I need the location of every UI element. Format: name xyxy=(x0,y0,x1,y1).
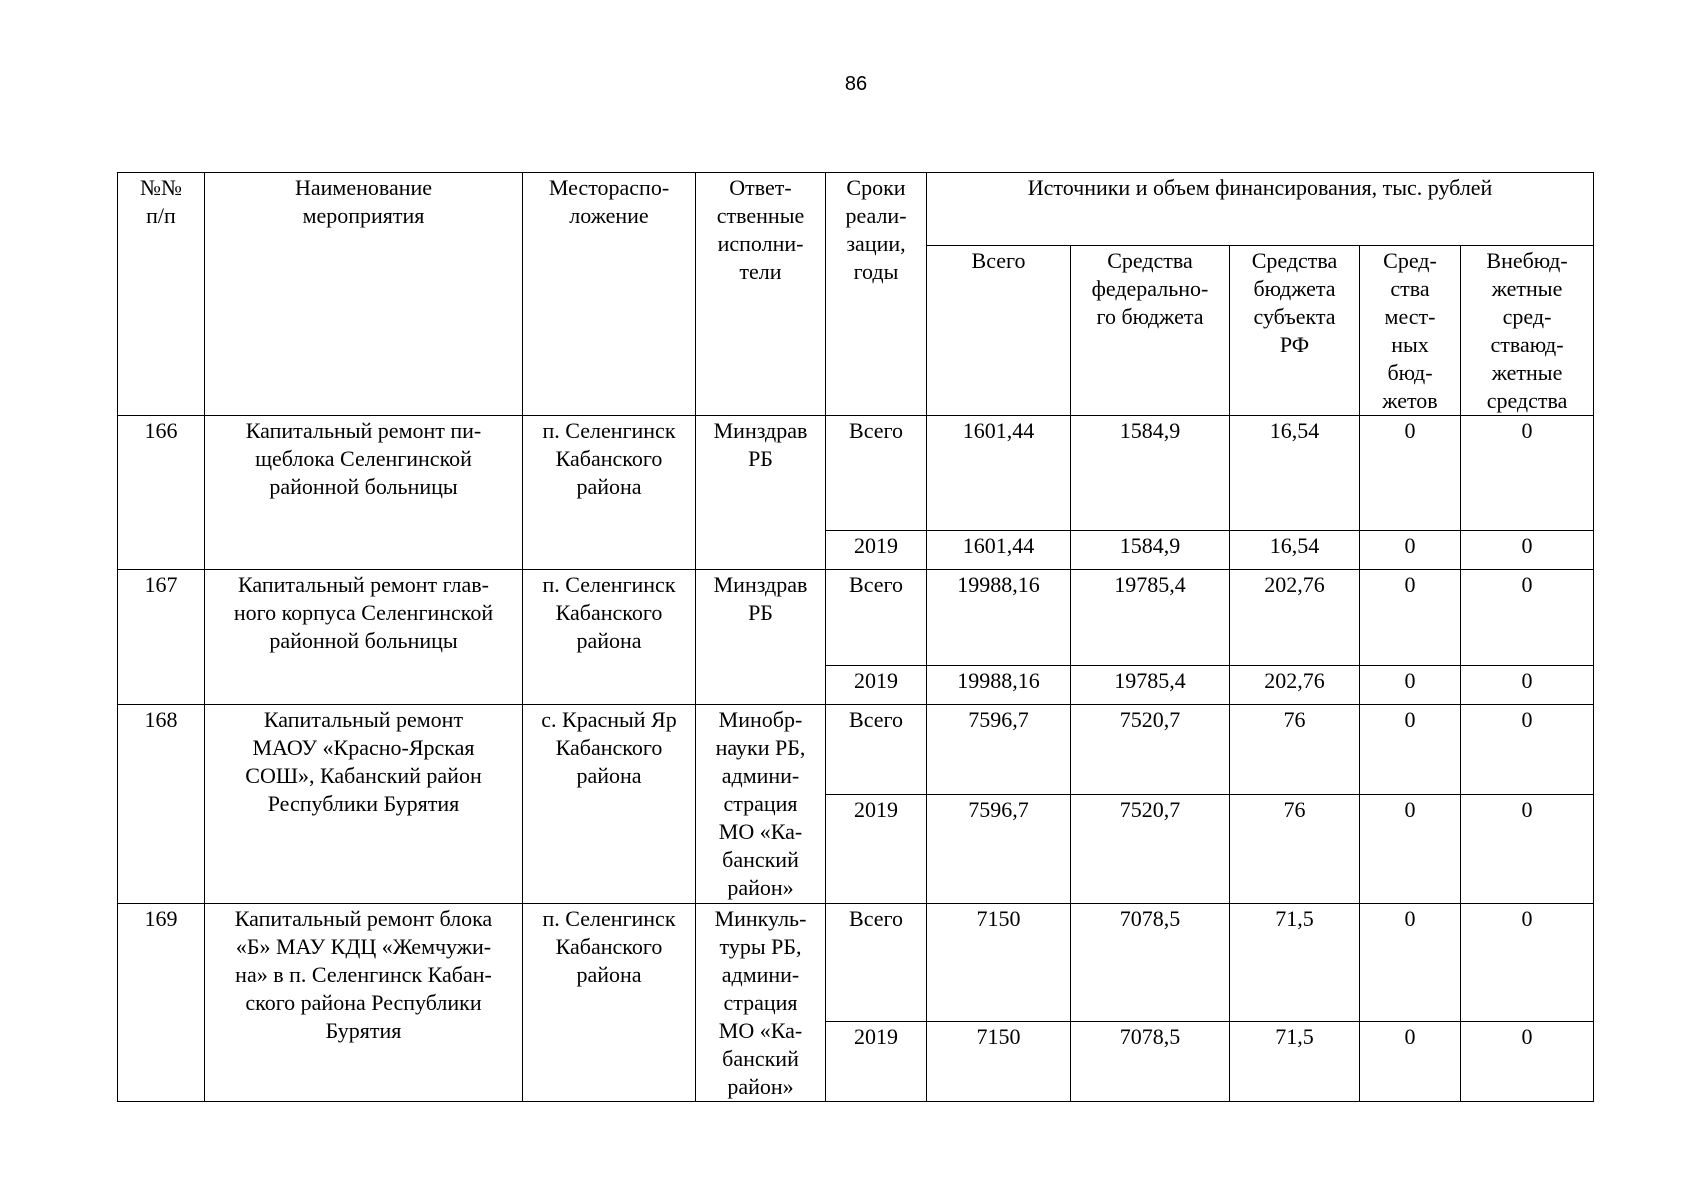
cell-location: с. Красный Яр Кабанского района xyxy=(523,705,696,904)
header-executors: Ответ- ственные исполни- тели xyxy=(696,173,826,416)
header-location: Месторaспо- ложение xyxy=(523,173,696,416)
cell-location: п. Селенгинск Кабанского района xyxy=(523,416,696,570)
cell-local: 0 xyxy=(1360,416,1461,531)
cell-period: Всего xyxy=(826,570,927,666)
table-header xyxy=(118,173,1594,416)
financing-table xyxy=(117,172,1594,1102)
cell-executors: Минздрав РБ xyxy=(696,570,826,705)
cell-local: 0 xyxy=(1360,904,1461,1022)
cell-federal: 19785,4 xyxy=(1071,570,1230,666)
header-subject: Средства бюджета субъекта РФ xyxy=(1230,246,1360,416)
cell-total: 7596,7 xyxy=(927,705,1071,795)
cell-extra: 0 xyxy=(1461,666,1594,705)
cell-executors: Минздрав РБ xyxy=(696,416,826,570)
cell-federal: 19785,4 xyxy=(1071,666,1230,705)
cell-subject: 16,54 xyxy=(1230,531,1360,570)
cell-executors: Минобр- науки РБ, админи- страция МО «Ка- банский район» xyxy=(696,705,826,904)
header-federal: Средства федерально- го бюджета xyxy=(1071,246,1230,416)
cell-extra: 0 xyxy=(1461,705,1594,795)
cell-period: 2019 xyxy=(826,795,927,904)
cell-extra: 0 xyxy=(1461,531,1594,570)
cell-local: 0 xyxy=(1360,666,1461,705)
header-name: Наименование мероприятия xyxy=(205,173,523,416)
cell-num: 166 xyxy=(118,416,205,570)
cell-federal: 7520,7 xyxy=(1071,705,1230,795)
header-sources: Источники и объем финансирования, тыс. рублей xyxy=(927,173,1594,246)
cell-extra: 0 xyxy=(1461,795,1594,904)
cell-name: Капитальный ремонт блока «Б» МАУ КДЦ «Жемчужи- на» в п. Селенгинск Кабан- ского района Республики Бурятия xyxy=(205,904,523,1102)
cell-name: Капитальный ремонт МАОУ «Красно-Ярская СОШ», Кабанский район Республики Бурятия xyxy=(205,705,523,904)
cell-total: 1601,44 xyxy=(927,531,1071,570)
cell-period: Всего xyxy=(826,705,927,795)
cell-period: Всего xyxy=(826,904,927,1022)
cell-subject: 71,5 xyxy=(1230,904,1360,1022)
cell-federal: 7078,5 xyxy=(1071,904,1230,1022)
cell-subject: 202,76 xyxy=(1230,570,1360,666)
cell-period: 2019 xyxy=(826,531,927,570)
cell-period: 2019 xyxy=(826,666,927,705)
table-row xyxy=(118,904,1594,1022)
cell-num: 168 xyxy=(118,705,205,904)
cell-num: 167 xyxy=(118,570,205,705)
cell-period: 2019 xyxy=(826,1022,927,1102)
cell-subject: 202,76 xyxy=(1230,666,1360,705)
cell-subject: 16,54 xyxy=(1230,416,1360,531)
cell-total: 7596,7 xyxy=(927,795,1071,904)
cell-subject: 76 xyxy=(1230,705,1360,795)
cell-total: 1601,44 xyxy=(927,416,1071,531)
cell-local: 0 xyxy=(1360,795,1461,904)
cell-local: 0 xyxy=(1360,570,1461,666)
table-body xyxy=(118,416,1594,1102)
cell-name: Капитальный ремонт глав- ного корпуса Селенгинской районной больницы xyxy=(205,570,523,705)
header-period: Сроки реали- зации, годы xyxy=(826,173,927,416)
table-row xyxy=(118,570,1594,666)
table-row xyxy=(118,705,1594,795)
cell-location: п. Селенгинск Кабанского района xyxy=(523,570,696,705)
cell-total: 7150 xyxy=(927,904,1071,1022)
cell-federal: 7520,7 xyxy=(1071,795,1230,904)
header-total: Всего xyxy=(927,246,1071,416)
cell-total: 19988,16 xyxy=(927,570,1071,666)
cell-extra: 0 xyxy=(1461,1022,1594,1102)
cell-federal: 1584,9 xyxy=(1071,531,1230,570)
header-num: №№ п/п xyxy=(118,173,205,416)
cell-executors: Минкуль- туры РБ, админи- страция МО «Ка- банский район» xyxy=(696,904,826,1102)
cell-num: 169 xyxy=(118,904,205,1102)
cell-extra: 0 xyxy=(1461,570,1594,666)
cell-period: Всего xyxy=(826,416,927,531)
table-row xyxy=(118,416,1594,531)
cell-local: 0 xyxy=(1360,1022,1461,1102)
cell-total: 19988,16 xyxy=(927,666,1071,705)
cell-name: Капитальный ремонт пи- щеблока Селенгинской районной больницы xyxy=(205,416,523,570)
cell-subject: 76 xyxy=(1230,795,1360,904)
cell-extra: 0 xyxy=(1461,904,1594,1022)
cell-location: п. Селенгинск Кабанского района xyxy=(523,904,696,1102)
cell-local: 0 xyxy=(1360,531,1461,570)
cell-extra: 0 xyxy=(1461,416,1594,531)
cell-total: 7150 xyxy=(927,1022,1071,1102)
cell-local: 0 xyxy=(1360,705,1461,795)
page-number: 86 xyxy=(844,73,868,95)
header-extra: Внебюд- жетные сред- стваюд- жетные средства xyxy=(1461,246,1594,416)
cell-federal: 1584,9 xyxy=(1071,416,1230,531)
cell-federal: 7078,5 xyxy=(1071,1022,1230,1102)
cell-subject: 71,5 xyxy=(1230,1022,1360,1102)
header-local: Сред- ства мест- ных бюд- жетов xyxy=(1360,246,1461,416)
